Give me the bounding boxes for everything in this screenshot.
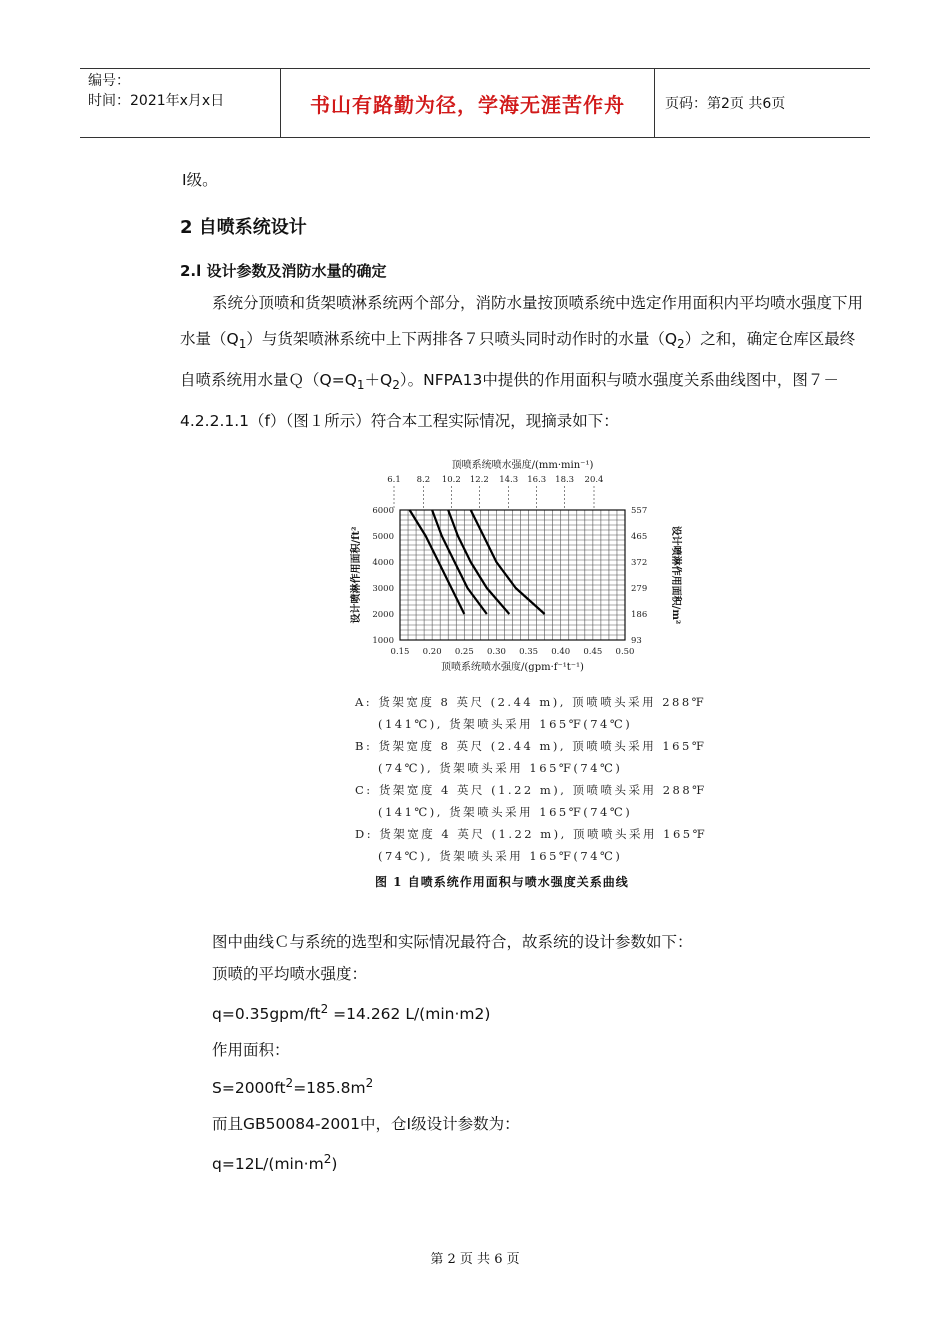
- figure-caption-line: A: 货架宽度 8 英尺 (2.44 m), 顶喷喷头采用 288℉: [355, 695, 707, 709]
- y2-axis-label: 设计喷淋作用面积/m²: [670, 525, 681, 625]
- x-tick-label: 0.25: [454, 647, 474, 657]
- x-tick-label: 0.40: [551, 647, 571, 657]
- y-tick-label: 3000: [372, 584, 394, 594]
- page-footer: 第 2 页 共 6 页: [430, 1252, 520, 1267]
- y2-tick-label: 93: [631, 636, 642, 646]
- area-label: 作用面积：: [212, 1041, 290, 1059]
- formula-s: $S=2000ft^2=185.8m^2$: [212, 1076, 374, 1098]
- top-tick-label: 12.2: [469, 475, 489, 485]
- y2-tick-label: 279: [631, 584, 648, 594]
- figure-caption-line: (141℃), 货架喷头采用 165℉(74℃): [378, 805, 633, 819]
- section-title: 2 自喷系统设计: [180, 217, 307, 238]
- y-tick-label: 2000: [372, 610, 394, 620]
- paragraph-1: 系统分顶喷和货架喷淋系统两个部分，消防水量按顶喷系统中选定作用面积内平均喷水强度下用水量$(Q_1)$与货架喷淋系统中上下两排各７只喷头同时动作时的水量$(Q_2)$之和，确定仓库区最终自喷系统用水量$Q(Q=Q_1+Q_2)$。NFPA13中提供的作用面积与喷水强度关系曲线图中，图７－4.2.2.1.1（f）（图１所示）符合本工程实际情况，现摘录如下：: [180, 294, 864, 431]
- figure-caption-line: (141℃), 货架喷头采用 165℉(74℃): [378, 717, 633, 731]
- y-tick-label: 5000: [372, 532, 394, 542]
- grade-line: Ⅰ级。: [182, 171, 218, 189]
- date-label: 时间：2021年x月x日: [88, 93, 225, 109]
- y-tick-label: 1000: [372, 636, 394, 646]
- figure-caption-line: D: 货架宽度 4 英尺 (1.22 m), 顶喷喷头采用 165℉: [355, 827, 708, 841]
- y-axis-label: 设计喷淋作用面积/ft²: [351, 526, 362, 624]
- x-tick-label: 0.15: [390, 647, 410, 657]
- formula-q: $q=0.35gpm/ft^2 =14.262$ L/(min·m2): [212, 1002, 491, 1024]
- gb-standard-line: 而且GB50084-2001中，仓Ⅰ级设计参数为：: [212, 1115, 520, 1133]
- top-tick-label: 10.2: [441, 475, 461, 485]
- number-label: 编号：: [88, 73, 130, 89]
- y-tick-label: 6000: [372, 506, 394, 516]
- page-header: [80, 68, 870, 138]
- subsection-title: 2.l 设计参数及消防水量的确定: [180, 262, 387, 280]
- y2-tick-label: 372: [631, 558, 648, 568]
- header-page-label: 页码：第2页 共6页: [665, 96, 786, 112]
- figure-caption-line: (74℃), 货架喷头采用 165℉(74℃): [378, 849, 623, 863]
- top-tick-label: 8.2: [416, 475, 431, 485]
- formula-q2: $q=12L/(\min\cdot m^2)$: [212, 1152, 338, 1174]
- top-tick-label: 20.4: [584, 475, 604, 485]
- x-tick-label: 0.20: [422, 647, 442, 657]
- top-tick-label: 18.3: [555, 475, 575, 485]
- intensity-label: 顶喷的平均喷水强度：: [212, 965, 368, 983]
- y2-tick-label: 557: [631, 506, 648, 516]
- top-axis-label: 顶喷系统喷水强度/(mm·min⁻¹): [451, 460, 594, 471]
- curve-c-note: 图中曲线Ｃ与系统的选型和实际情况最符合，故系统的设计参数如下：: [212, 933, 693, 951]
- figure-chart: [345, 448, 705, 683]
- top-tick-label: 16.3: [527, 475, 547, 485]
- figure-title: 图 1 自喷系统作用面积与喷水强度关系曲线: [375, 875, 629, 889]
- figure-caption-line: (74℃), 货架喷头采用 165℉(74℃): [378, 761, 623, 775]
- x-tick-label: 0.35: [519, 647, 539, 657]
- x-tick-label: 0.45: [583, 647, 603, 657]
- y-tick-label: 4000: [372, 558, 394, 568]
- x-tick-label: 0.50: [615, 647, 635, 657]
- series-line-D: [471, 510, 545, 614]
- y2-tick-label: 465: [631, 532, 648, 542]
- figure-caption-line: C: 货架宽度 4 英尺 (1.22 m), 顶喷喷头采用 288℉: [355, 783, 707, 797]
- header-info-cell: [80, 69, 280, 137]
- header-motto: 书山有路勤为径，学海无涯苦作舟: [280, 69, 655, 137]
- x-tick-label: 0.30: [486, 647, 506, 657]
- top-tick-label: 6.1: [387, 475, 401, 485]
- y2-tick-label: 186: [631, 610, 648, 620]
- figure-caption-line: B: 货架宽度 8 英尺 (2.44 m), 顶喷喷头采用 165℉: [355, 739, 707, 753]
- x-axis-label: 顶喷系统喷水强度/(gpm·f⁻¹t⁻¹): [441, 662, 584, 673]
- top-tick-label: 14.3: [499, 475, 519, 485]
